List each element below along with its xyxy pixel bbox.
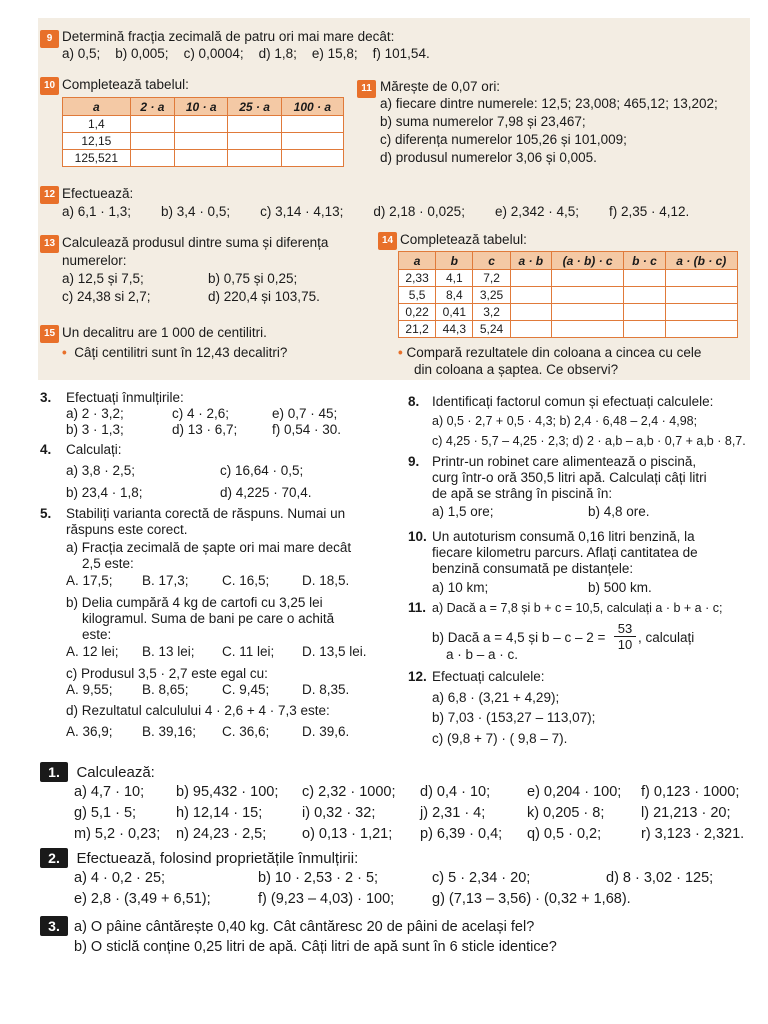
ex5-bo-b: B. 13 lei; [142, 644, 195, 659]
table-header: (a · b) · c [551, 252, 623, 270]
ex12-title: Efectuați calculele: [432, 669, 545, 684]
ex5-title: Stabiliți varianta corectă de răspuns. Numai un [66, 506, 346, 521]
table-cell: 8,4 [436, 287, 473, 304]
exercise-11-a: a) fiecare dintre numerele: 12,5; 23,008; 465,12; 13,202; [380, 96, 718, 111]
ex12-number: 12. [408, 669, 427, 684]
bullet-icon: • [398, 345, 403, 360]
table-header: b [436, 252, 473, 270]
bullet-icon: • [62, 345, 67, 360]
ex4-number: 4. [40, 442, 52, 457]
b2-r1-d: d) 8 · 3,02 · 125; [606, 870, 714, 886]
ex11-number: 11. [408, 600, 427, 615]
exercise-14-note: • Compară rezultatele din coloana a cincea cu cele [398, 345, 702, 360]
exercise-10-title: Completează tabelul: [62, 77, 189, 92]
ex8-number: 8. [408, 394, 420, 409]
ex9-a: a) 1,5 ore; [432, 504, 494, 519]
table-header: c [473, 252, 510, 270]
exercise-13-b: b) 0,75 și 0,25; [208, 271, 298, 286]
table-cell: 3,25 [473, 287, 510, 304]
ex5-a2: 2,5 este: [82, 556, 134, 571]
exercise-13-title2: numerelor: [62, 253, 127, 268]
table-cell: 5,5 [399, 287, 436, 304]
table-header: a [63, 98, 131, 116]
ex3-r1a: a) 2 · 3,2; [66, 406, 124, 421]
table-cell: 21,2 [399, 321, 436, 338]
exercise-11-badge: 11 [357, 80, 376, 98]
exercise-2-title: Efectuează, folosind proprietățile înmulțirii: [76, 850, 359, 867]
b2-r1-a: a) 4 · 0,2 · 25; [74, 870, 166, 886]
table-header: 100 · a [281, 98, 343, 116]
ex3-number: 3. [40, 390, 52, 405]
b2-r2-e: e) 2,8 · (3,49 + 6,51); [74, 891, 211, 907]
ex10-number: 10. [408, 529, 427, 544]
ex5-co-a: A. 9,55; [66, 682, 113, 697]
exercise-12-title: Efectuează: [62, 186, 134, 201]
b1-r2-d: j) 2,31 · 4; [420, 805, 486, 821]
ex9-t1: Printr-un robinet care alimentează o piscină, [432, 454, 697, 469]
ex11-b3: a · b – a · c. [446, 647, 519, 662]
exercise-15-question: • Câți centilitri sunt în 12,43 decalitri? [62, 345, 288, 360]
b1-r2-a: g) 5,1 · 5; [74, 805, 137, 821]
b1-r3-f: r) 3,123 · 2,321. [641, 826, 745, 842]
ex3-title: Efectuați înmulțirile: [66, 390, 184, 405]
ex9-number: 9. [408, 454, 420, 469]
exercise-3-badge: 3. [40, 916, 68, 936]
ex5-bo-a: A. 12 lei; [66, 644, 119, 659]
bottom-ex3-heading [40, 916, 68, 936]
b3-b: b) O sticlă conține 0,25 litri de apă. Câți litri de apă sunt în 6 sticle identice? [74, 939, 557, 955]
b2-r2-f: f) (9,23 – 4,03) · 100; [258, 891, 395, 907]
b2-r2-g: g) (7,13 – 3,56) · (0,32 + 1,68). [432, 891, 631, 907]
table-header: 10 · a [175, 98, 228, 116]
bottom-ex2-heading [40, 848, 358, 868]
ex5-b1: b) Delia cumpără 4 kg de cartofi cu 3,25 lei [66, 595, 323, 610]
table-row [63, 133, 344, 150]
b2-r1-b: b) 10 · 2,53 · 2 · 5; [258, 870, 379, 886]
ex5-title2: răspuns este corect. [66, 522, 188, 537]
ex3-r2b: d) 13 · 6,7; [172, 422, 238, 437]
ex4-r1a: a) 3,8 · 2,5; [66, 463, 136, 478]
table-cell: 0,41 [436, 304, 473, 321]
table-row [63, 150, 344, 167]
b3-a: a) O pâine cântărește 0,40 kg. Cât cântăresc 20 de pâini de același fel? [74, 919, 535, 935]
table-cell: 44,3 [436, 321, 473, 338]
table-row [63, 116, 344, 133]
ex3-r2c: f) 0,54 · 30. [272, 422, 342, 437]
table-row [399, 321, 738, 338]
ex3-r1b: c) 4 · 2,6; [172, 406, 230, 421]
table-cell: 2,33 [399, 270, 436, 287]
exercise-13-a: a) 12,5 și 7,5; [62, 271, 144, 286]
b1-r3-e: q) 0,5 · 0,2; [527, 826, 602, 842]
ex12-a: a) 6,8 · (3,21 + 4,29); [432, 690, 560, 705]
exercise-10-badge: 10 [40, 77, 59, 95]
ex5-do-b: B. 39,16; [142, 724, 197, 739]
ex9-t3: de apă se strâng în piscină în: [432, 486, 613, 501]
b1-r3-c: o) 0,13 · 1,21; [302, 826, 393, 842]
bottom-ex1-heading [40, 762, 155, 782]
ex4-r2a: b) 23,4 · 1,8; [66, 485, 143, 500]
table-header: a · b [510, 252, 551, 270]
ex10-b: b) 500 km. [588, 580, 652, 595]
table-cell: 3,2 [473, 304, 510, 321]
table-row [399, 270, 738, 287]
b2-r1-c: c) 5 · 2,34 · 20; [432, 870, 531, 886]
ex5-a1: a) Fracția zecimală de șapte ori mai mare decât [66, 540, 352, 555]
ex9-t2: curg într-o oră 350,5 litri apă. Calculați câți litri [432, 470, 707, 485]
b1-r2-f: l) 21,213 · 20; [641, 805, 731, 821]
exercise-13-badge: 13 [40, 235, 59, 253]
ex5-ao-b: B. 17,3; [142, 573, 189, 588]
ex5-do-c: C. 36,6; [222, 724, 270, 739]
ex5-co-b: B. 8,65; [142, 682, 189, 697]
table-row [399, 304, 738, 321]
b1-r1-a: a) 4,7 · 10; [74, 784, 145, 800]
ex5-co-c: C. 9,45; [222, 682, 270, 697]
ex5-ao-c: C. 16,5; [222, 573, 270, 588]
ex12-b: b) 7,03 · (153,27 – 113,07); [432, 710, 596, 725]
ex11-b2: , calculați [638, 630, 695, 645]
ex5-c1: c) Produsul 3,5 · 2,7 este egal cu: [66, 666, 268, 681]
ex8-l2: c) 4,25 · 5,7 – 4,25 · 2,3; d) 2 · a,b – a,b · 0,7 + a,b · 8,7. [432, 434, 746, 448]
b1-r1-f: f) 0,123 · 1000; [641, 784, 740, 800]
table-header: a · (b · c) [665, 252, 737, 270]
exercise-12-items: a) 6,1 · 1,3; b) 3,4 · 0,5; c) 3,14 · 4,13; d) 2,18 · 0,025; e) 2,342 · 4,5; f) 2,35 · 4,12. [62, 204, 690, 219]
exercise-2-badge: 2. [40, 848, 68, 868]
ex8-l1: a) 0,5 · 2,7 + 0,5 · 4,3; b) 2,4 · 6,48 – 2,4 · 4,98; [432, 414, 698, 428]
exercise-13-title: Calculează produsul dintre suma și diferența [62, 235, 329, 250]
exercise-11-title: Mărește de 0,07 ori: [380, 79, 501, 94]
ex11-a: a) Dacă a = 7,8 și b + c = 10,5, calculați a · b + a · c; [432, 601, 723, 615]
table-cell: 1,4 [63, 116, 131, 133]
exercise-10-table [62, 97, 344, 167]
table-cell: 0,22 [399, 304, 436, 321]
exercise-14-title: Completează tabelul: [400, 232, 527, 247]
b1-r3-d: p) 6,39 · 0,4; [420, 826, 503, 842]
ex3-r1c: e) 0,7 · 45; [272, 406, 338, 421]
exercise-1-title: Calculează: [76, 764, 155, 781]
ex5-ao-d: D. 18,5. [302, 573, 350, 588]
b1-r2-c: i) 0,32 · 32; [302, 805, 376, 821]
exercise-14-note2: din coloana a șaptea. Ce observi? [414, 362, 619, 377]
ex5-ao-a: A. 17,5; [66, 573, 113, 588]
fraction [614, 621, 636, 652]
ex9-b: b) 4,8 ore. [588, 504, 650, 519]
ex4-r2b: d) 4,225 · 70,4. [220, 485, 312, 500]
table-header: b · c [624, 252, 665, 270]
table-cell: 125,521 [63, 150, 131, 167]
ex5-number: 5. [40, 506, 52, 521]
exercise-14-table [398, 251, 738, 338]
ex10-t2: fiecare kilometru parcurs. Aflați cantitatea de [432, 545, 698, 560]
ex4-r1b: c) 16,64 · 0,5; [220, 463, 304, 478]
exercise-11-c: c) diferența numerelor 105,26 și 101,009; [380, 132, 627, 147]
ex3-r2a: b) 3 · 1,3; [66, 422, 124, 437]
b1-r2-b: h) 12,14 · 15; [176, 805, 263, 821]
exercise-9-badge: 9 [40, 30, 59, 48]
b1-r1-d: d) 0,4 · 10; [420, 784, 491, 800]
ex12-c: c) (9,8 + 7) · ( 9,8 – 7). [432, 731, 568, 746]
exercise-15-badge: 15 [40, 325, 59, 343]
ex4-title: Calculați: [66, 442, 122, 457]
ex5-b2: kilogramul. Suma de bani pe care o achită [82, 611, 335, 626]
fraction-numerator: 53 [614, 621, 636, 637]
table-cell: 12,15 [63, 133, 131, 150]
exercise-12-badge: 12 [40, 186, 59, 204]
ex10-t1: Un autoturism consumă 0,16 litri benzină, la [432, 529, 695, 544]
ex5-co-d: D. 8,35. [302, 682, 350, 697]
table-row [399, 287, 738, 304]
table-cell: 7,2 [473, 270, 510, 287]
ex5-bo-c: C. 11 lei; [222, 644, 275, 659]
table-header: 25 · a [228, 98, 281, 116]
table-header: a [399, 252, 436, 270]
exercise-11-b: b) suma numerelor 7,98 și 23,467; [380, 114, 586, 129]
ex5-d1: d) Rezultatul calculului 4 · 2,6 + 4 · 7,3 este: [66, 703, 330, 718]
exercise-9-title: Determină fracția zecimală de patru ori mai mare decât: [62, 29, 395, 44]
ex11-b1: b) Dacă a = 4,5 și b – c – 2 = [432, 630, 606, 645]
exercise-14-badge: 14 [378, 232, 397, 250]
ex8-title: Identificați factorul comun și efectuați calculele: [432, 394, 714, 409]
exercise-13-c: c) 24,38 si 2,7; [62, 289, 151, 304]
ex10-a: a) 10 km; [432, 580, 489, 595]
ex10-t3: benzină consumată pe distanțele: [432, 561, 634, 576]
fraction-denominator: 10 [617, 637, 633, 652]
ex5-do-d: D. 39,6. [302, 724, 350, 739]
table-cell: 4,1 [436, 270, 473, 287]
ex5-do-a: A. 36,9; [66, 724, 113, 739]
exercise-15-title: Un decalitru are 1 000 de centilitri. [62, 325, 267, 340]
b1-r1-e: e) 0,204 · 100; [527, 784, 622, 800]
ex5-bo-d: D. 13,5 lei. [302, 644, 367, 659]
b1-r3-b: n) 24,23 · 2,5; [176, 826, 267, 842]
b1-r2-e: k) 0,205 · 8; [527, 805, 605, 821]
b1-r1-b: b) 95,432 · 100; [176, 784, 279, 800]
exercise-13-d: d) 220,4 și 103,75. [208, 289, 320, 304]
table-header: 2 · a [130, 98, 174, 116]
exercise-9-items: a) 0,5; b) 0,005; c) 0,0004; d) 1,8; e) 15,8; f) 101,54. [62, 46, 430, 61]
exercise-1-badge: 1. [40, 762, 68, 782]
table-cell: 5,24 [473, 321, 510, 338]
b1-r3-a: m) 5,2 · 0,23; [74, 826, 161, 842]
b1-r1-c: c) 2,32 · 1000; [302, 784, 396, 800]
exercise-11-d: d) produsul numerelor 3,06 și 0,005. [380, 150, 597, 165]
ex5-b3: este: [82, 627, 112, 642]
